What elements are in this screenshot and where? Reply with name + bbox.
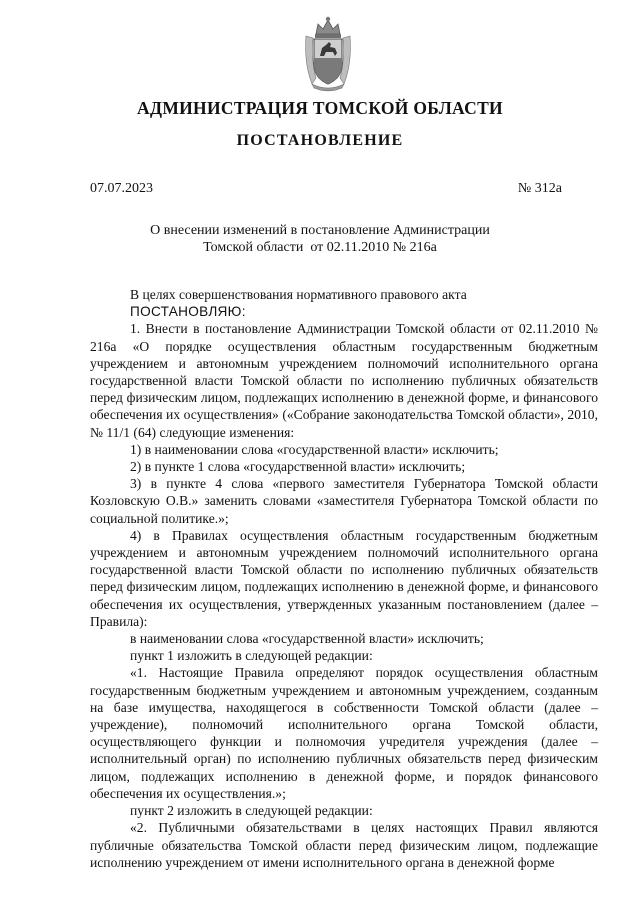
body-paragraph: 2) в пункте 1 слова «государственной власти» исключить; [130,459,466,475]
decree-word: ПОСТАНОВЛЯЮ: [130,304,246,320]
body-paragraph: 1. Внести в постановление Администрации Томской области от 02.11.2010 № 216а «О порядке осуществления областным государственным бюджетным учреждением и автономным учреждением полномочий исполнительного органа государственной власти Томской области по исполнению публичных обязательств перед физическим лицом, подлежащих исполнению в денежной форме, и финансового обеспечения их осуществления» («Собрание законодательства Томской области», 2010, № 11/1 (64) следующие изменения: [90,321,598,440]
body-paragraph: 1) в наименовании слова «государственной власти» исключить; [130,441,499,457]
subject-line: О внесении изменений в постановление Администрации [150,223,490,238]
body-paragraph: пункт 1 изложить в следующей редакции: [130,648,373,664]
preamble: В целях совершенствования нормативного правового акта [130,287,467,302]
body-paragraph: 4) в Правилах осуществления областным государственным бюджетным учреждением и автономным учреждением полномочий исполнительного органа государственной власти Томской области по исполнению публичных обязательств перед физическим лицом, подлежащих исполнению в денежной форме, и финансового обеспечения их осуществления, утвержденных указанным постановлением (далее – Правила): [90,527,598,629]
document-body [90,286,598,871]
body-paragraph: пункт 2 изложить в следующей редакции: [130,803,373,819]
body-paragraph: 3) в пункте 4 слова «первого заместителя Губернатора Томской области Козловскую О.В.» заменить словами «заместителя Губернатора Томской области по социальной политике.»; [90,476,598,526]
subject-line: Томской области от 02.11.2010 № 216а [203,240,437,255]
body-paragraph: «2. Публичными обязательствами в целях настоящих Правил являются публичные обязательства Томской области перед физическим лицом, подлежащие исполнению учреждением от имени исполнительного органа в денежной форме [90,820,598,870]
document-type: ПОСТАНОВЛЕНИЕ [236,132,404,149]
body-paragraph: «1. Настоящие Правила определяют порядок осуществления областным государственным бюджетным учреждением и автономным учреждением, созданным на базе имущества, находящегося в собственности Томской области (далее – учреждение), полномочий исполнительного органа Томской области, осуществляющего функции и полномочия учредителя учреждения (далее – исполнительный орган) по исполнению публичных обязательств перед физическим лицом, подлежащих исполнению в денежной форме, и порядок финансового обеспечения их осуществления.»; [90,665,598,801]
coat-of-arms-icon [302,14,354,92]
body-paragraph: в наименовании слова «государственной власти» исключить; [130,631,484,647]
document-number: № 312а [517,181,562,196]
document-date: 07.07.2023 [90,181,153,196]
organization-title: АДМИНИСТРАЦИЯ ТОМСКОЙ ОБЛАСТИ [137,98,503,118]
document-subject [0,222,640,256]
